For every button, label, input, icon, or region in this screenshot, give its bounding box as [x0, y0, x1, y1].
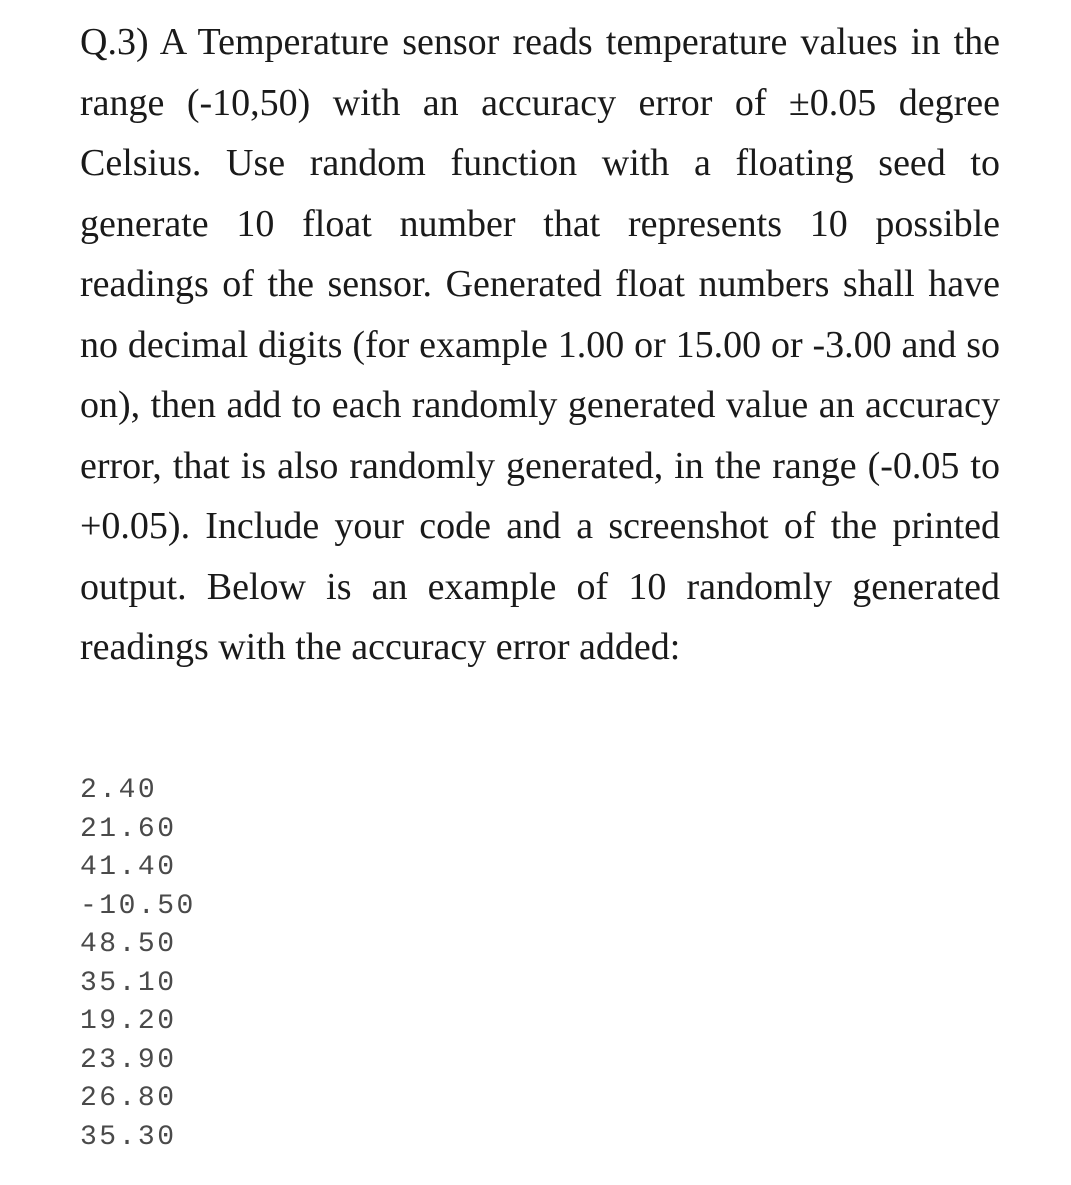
reading-value: 41.40	[80, 852, 177, 883]
reading-value: 35.30	[80, 1121, 177, 1153]
document-page	[80, 12, 1000, 1153]
reading-value: 2.40	[80, 775, 158, 806]
reading-value: 26.80	[80, 1083, 177, 1114]
question-text: Q.3) A Temperature sensor reads temperature values in the range (-10,50) with an accuracy error of ±0.05 degree Celsius. Use random function with a floating seed to generate 10 float number that represents 10 possible readings of the sensor. Generated float numbers shall have no decimal digits (for example 1.00 or 15.00 or -3.00 and so on), then add to each randomly generated value an accuracy error, that is also randomly generated, in the range (-0.05 to +0.05). Include your code and a screenshot of the printed output. Below is an example of 10 randomly generated readings with the accuracy error added:	[80, 21, 1000, 668]
sample-readings-list	[80, 772, 196, 1157]
reading-value: 21.60	[80, 813, 177, 845]
reading-value: 23.90	[80, 1044, 177, 1076]
reading-value: -10.50	[80, 890, 196, 922]
reading-value: 35.10	[80, 967, 177, 999]
reading-value: 19.20	[80, 1006, 177, 1037]
reading-value: 48.50	[80, 929, 177, 960]
